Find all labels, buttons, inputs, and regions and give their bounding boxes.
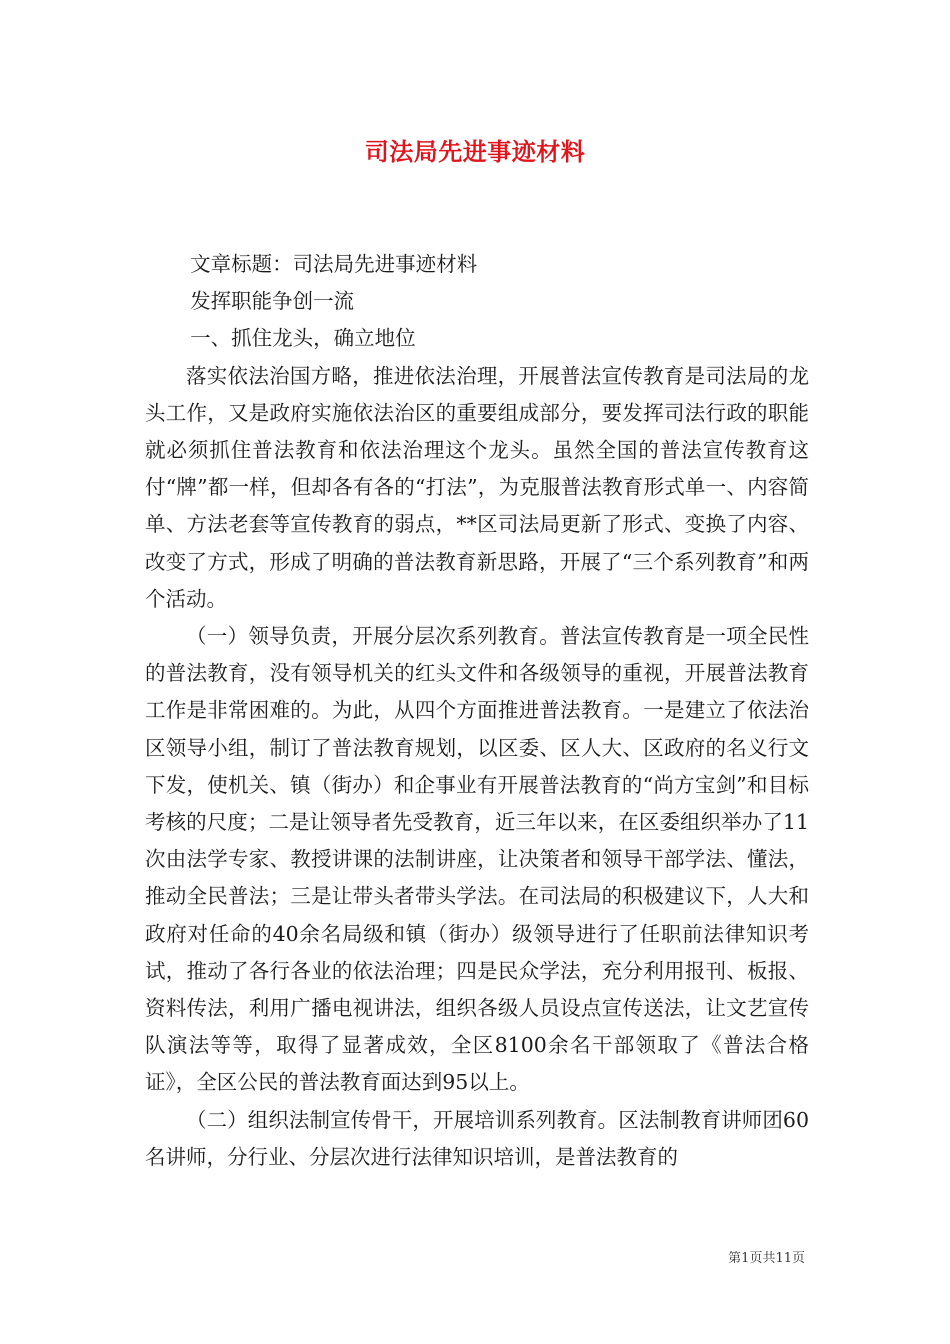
article-title-line: 文章标题：司法局先进事迹材料	[190, 252, 478, 276]
page-number: 第1页共11页	[728, 1251, 805, 1266]
document-subtitle: 发挥职能争创一流	[190, 289, 355, 314]
paragraph-2: （一）领导负责，开展分层次系列教育。普法宣传教育是一项全民性的普法教育，没有领导机关的红头文件和各级领导的重视，开展普法教育工作是非常困难的。为此，从四个方面推进普法教育。一是建立了依法治区领导小组，制订了普法教育规划，以区委、区人大、区政府的名义行文下发，使机关、镇（街办）和企事业有开展普法教育的“尚方宝剑”和目标考核的尺度；二是让领导者先受教育，近三年以来，在区委组织举办了11次由法学专家、教授讲课的法制讲座，让决策者和领导干部学法、懂法，推动全民普法；三是让带头者带头学法。在司法局的积极建议下，人大和政府对任命的40余名局级和镇（街办）级领导进行了任职前法律知识考试，推动了各行各业的依法治理；四是民众学法，充分利用报刊、板报、资料传法，利用广播电视讲法，组织各级人员设点宣传送法，让文艺宣传队演法等等，取得了显著成效，全区8100余名干部领取了《普法合格证》，全区公民的普法教育面达到95以上。	[145, 624, 809, 1095]
paragraph-1: 落实依法治国方略，推进依法治理，开展普法宣传教育是司法局的龙头工作，又是政府实施依法治区的重要组成部分，要发挥司法行政的职能就必须抓住普法教育和依法治理这个龙头。虽然全国的普法宣传教育这付“牌”都一样，但却各有各的“打法”，为克服普法教育形式单一、内容简单、方法老套等宣传教育的弱点，**区司法局更新了形式、变换了内容、改变了方式，形成了明确的普法教育新思路，开展了“三个系列教育”和两个活动。	[145, 363, 809, 611]
document-title: 司法局先进事迹材料	[364, 137, 586, 166]
section-heading: 一、抓住龙头，确立地位	[190, 326, 416, 351]
document-body	[145, 246, 809, 1176]
paragraph-3: （二）组织法制宣传骨干，开展培训系列教育。区法制教育讲师团60名讲师，分行业、分层次进行法律知识培训，是普法教育的	[145, 1107, 809, 1169]
